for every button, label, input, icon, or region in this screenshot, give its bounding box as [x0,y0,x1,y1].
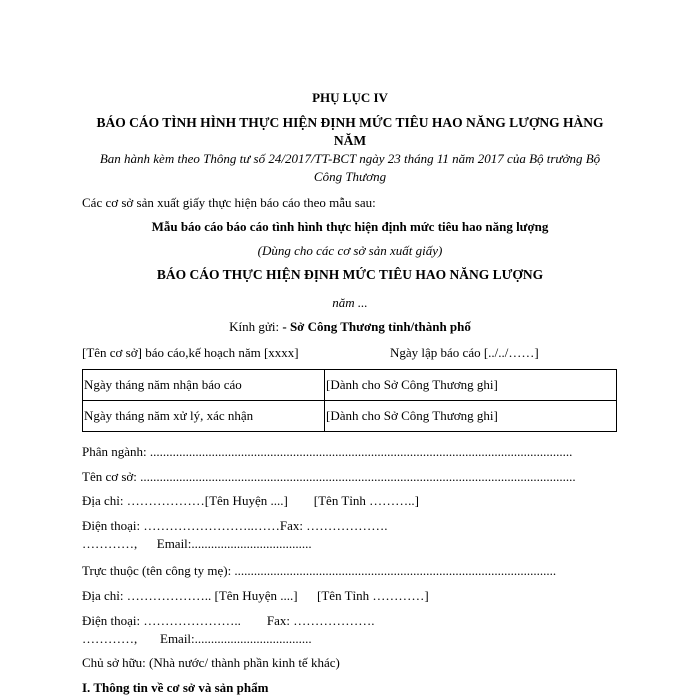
report-meta-right: Ngày lập báo cáo [../../……] [390,345,539,360]
ownership-field: Chủ sở hữu: (Nhà nước/ thành phần kinh tế khác) [82,655,340,670]
parent-address-field: Địa chỉ: ……………….. [Tên Huyện ....] [Tên Tỉnh …………] [82,588,429,603]
report-title: BÁO CÁO THỰC HIỆN ĐỊNH MỨC TIÊU HAO NĂNG LƯỢNG [156,267,544,282]
section-heading: I. Thông tin về cơ sở và sản phẩm [82,680,269,695]
intro-text: Các cơ sở sản xuất giấy thực hiện báo cáo theo mẫu sau: [82,195,376,210]
report-meta-left: [Tên cơ sở] báo cáo,kế hoạch năm [xxxx] [82,345,299,360]
processing-table [82,369,617,432]
table-cell-processed-value: [Dành cho Sở Công Thương ghi] [325,401,617,432]
table-row [83,401,617,432]
issuance-note-line2: Công Thương [313,169,387,184]
document-title-line2: NĂM [333,133,367,148]
email-field: …………, Email:..................................... [82,536,312,551]
appendix-heading: PHỤ LỤC IV [312,90,388,105]
table-cell-received-label: Ngày tháng năm nhận báo cáo [83,370,325,401]
issuance-note-line1: Ban hành kèm theo Thông tư số 24/2017/TT-BCT ngày 23 tháng 11 năm 2017 của Bộ trưởng Bộ [99,151,601,166]
phone-fax-field: Điện thoại: ……………………..……Fax: ………………. [82,518,388,533]
facility-name-field: Tên cơ sở: ...................................................................................................................................... [82,469,576,484]
recipient-line [0,319,700,335]
recipient-label: Kính gửi: [229,319,283,334]
template-title: Mẫu báo cáo báo cáo tình hình thực hiện định mức tiêu hao năng lượng [151,219,549,234]
table-cell-received-value: [Dành cho Sở Công Thương ghi] [325,370,617,401]
table-cell-processed-label: Ngày tháng năm xử lý, xác nhận [83,401,325,432]
parent-email-field: …………, Email:.................................... [82,631,312,646]
usage-note: (Dùng cho các cơ sở sản xuất giấy) [257,243,443,258]
table-row [83,370,617,401]
parent-phone-fax-field: Điện thoại: ………………….. Fax: ………………. [82,613,375,628]
document-title-line1: BÁO CÁO TÌNH HÌNH THỰC HIỆN ĐỊNH MỨC TIÊU HAO NĂNG LƯỢNG HÀNG [96,115,604,130]
sector-field: Phân ngành: .................................................................................................................................. [82,444,573,459]
parent-company-field: Trực thuộc (tên công ty mẹ): ................................................................................................... [82,563,557,578]
report-year: năm ... [332,295,368,310]
address-field: Địa chỉ: ………………[Tên Huyện ....] [Tên Tỉnh ………..] [82,493,419,508]
recipient-value: - Sở Công Thương tỉnh/thành phố [282,319,471,334]
